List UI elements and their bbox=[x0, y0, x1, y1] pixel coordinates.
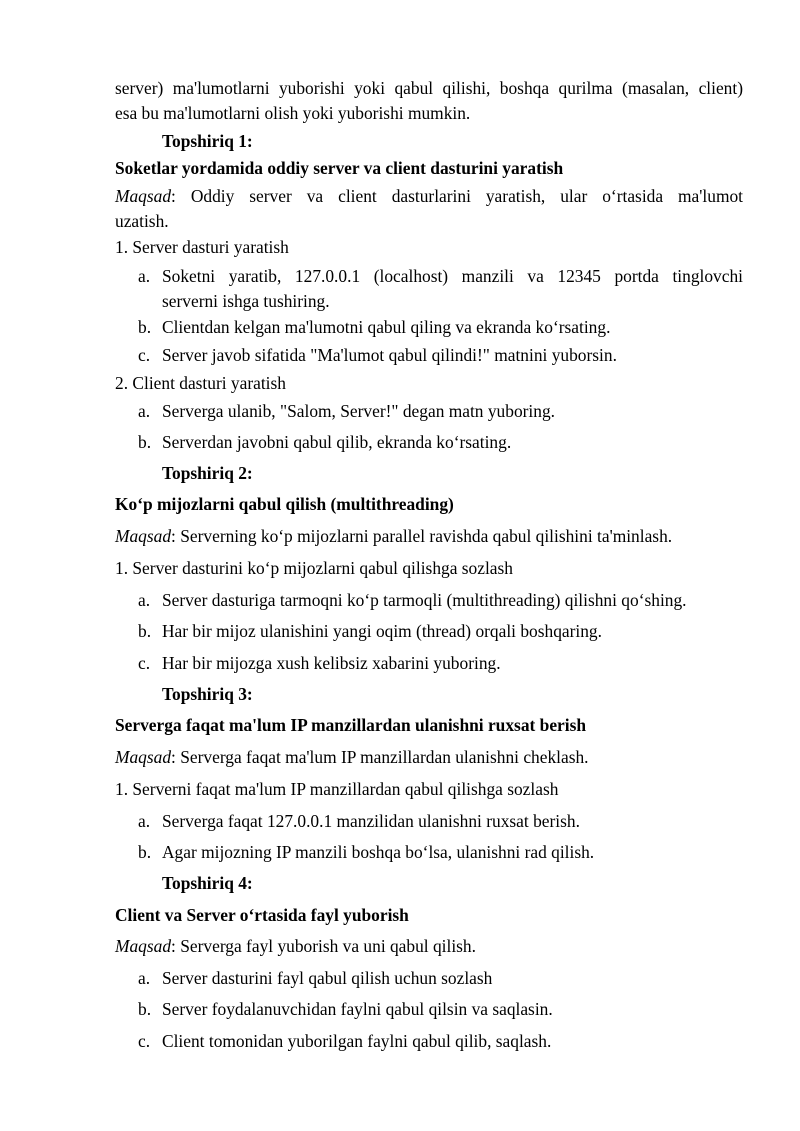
list-marker: b. bbox=[138, 621, 152, 641]
list-item-text: Har bir mijozga xush kelibsiz xabarini yuboring. bbox=[162, 653, 501, 673]
list-marker: b. bbox=[138, 842, 152, 862]
list-item-text: Serverdan javobni qabul qilib, ekranda ko‘rsating. bbox=[162, 432, 512, 452]
task3-label: Topshiriq 3: bbox=[162, 684, 253, 704]
task2-goal bbox=[115, 525, 743, 547]
task1-label: Topshiriq 1: bbox=[162, 131, 253, 151]
list-item-text: Soketni yaratib, 127.0.0.1 (localhost) manzili va 12345 portda tinglovchi bbox=[162, 266, 743, 286]
list-marker: b. bbox=[138, 432, 152, 452]
intro-line-1: server) ma'lumotlarni yuborishi yoki qabul qilishi, boshqa qurilma (masalan, client) bbox=[115, 78, 743, 98]
task4-label: Topshiriq 4: bbox=[162, 873, 253, 893]
task2-section-1: 1. Server dasturini ko‘p mijozlarni qabul qilishga sozlash bbox=[115, 558, 513, 578]
list-item-text: Serverga ulanib, "Salom, Server!" degan matn yuboring. bbox=[162, 401, 555, 421]
intro-line-2: esa bu ma'lumotlarni olish yoki yuborishi mumkin. bbox=[115, 103, 471, 123]
task3-goal-text: : Serverga faqat ma'lum IP manzillardan ulanishni cheklash. bbox=[171, 747, 589, 767]
task4-title: Client va Server o‘rtasida fayl yuborish bbox=[115, 905, 409, 925]
task3-goal-label: Maqsad bbox=[115, 747, 172, 767]
task2-label: Topshiriq 2: bbox=[162, 463, 253, 483]
task4-goal bbox=[115, 935, 743, 957]
list-item-text: Server dasturiga tarmoqni ko‘p tarmoqli (multithreading) qilishni qo‘shing. bbox=[162, 590, 687, 610]
list-marker: c. bbox=[138, 1031, 151, 1051]
task2-goal-label: Maqsad bbox=[115, 526, 172, 546]
task2-title: Ko‘p mijozlarni qabul qilish (multithreading) bbox=[115, 494, 454, 514]
list-item-text: Server dasturini fayl qabul qilish uchun sozlash bbox=[162, 968, 493, 988]
list-marker: a. bbox=[138, 590, 151, 610]
task3-title: Serverga faqat ma'lum IP manzillardan ulanishni ruxsat berish bbox=[115, 715, 587, 735]
task3-goal bbox=[115, 746, 743, 768]
task1-goal-text-1: : Oddiy server va client dasturlarini yaratish, ular o‘rtasida ma'lumot bbox=[171, 186, 743, 206]
list-marker: c. bbox=[138, 653, 151, 673]
task2-goal-text: : Serverning ko‘p mijozlarni parallel ravishda qabul qilishini ta'minlash. bbox=[171, 526, 673, 546]
list-marker: b. bbox=[138, 999, 152, 1019]
task3-section-1: 1. Serverni faqat ma'lum IP manzillardan qabul qilishga sozlash bbox=[115, 779, 559, 799]
task4-goal-label: Maqsad bbox=[115, 936, 172, 956]
list-marker: a. bbox=[138, 401, 151, 421]
task1-goal-label: Maqsad bbox=[115, 186, 172, 206]
list-marker: a. bbox=[138, 811, 151, 831]
task1-goal-line-1 bbox=[115, 185, 743, 207]
list-marker: b. bbox=[138, 317, 152, 337]
list-item-text: Server javob sifatida "Ma'lumot qabul qilindi!" matnini yuborsin. bbox=[162, 345, 617, 365]
list-marker: a. bbox=[138, 968, 151, 988]
list-item-text: Har bir mijoz ulanishini yangi oqim (thread) orqali boshqaring. bbox=[162, 621, 602, 641]
task1-section-1: 1. Server dasturi yaratish bbox=[115, 237, 289, 257]
list-item-text: Client tomonidan yuborilgan faylni qabul qilib, saqlash. bbox=[162, 1031, 552, 1051]
task1-goal-line-2: uzatish. bbox=[115, 211, 169, 231]
list-item-text: Clientdan kelgan ma'lumotni qabul qiling va ekranda ko‘rsating. bbox=[162, 317, 611, 337]
list-item-continuation: serverni ishga tushiring. bbox=[162, 291, 330, 311]
list-item-text: Server foydalanuvchidan faylni qabul qilsin va saqlasin. bbox=[162, 999, 553, 1019]
task4-goal-text: : Serverga fayl yuborish va uni qabul qilish. bbox=[171, 936, 476, 956]
task1-title: Soketlar yordamida oddiy server va client dasturini yaratish bbox=[115, 158, 564, 178]
list-marker: a. bbox=[138, 266, 151, 286]
list-item-text: Agar mijozning IP manzili boshqa bo‘lsa, ulanishni rad qilish. bbox=[162, 842, 595, 862]
task1-section-2: 2. Client dasturi yaratish bbox=[115, 373, 286, 393]
list-marker: c. bbox=[138, 345, 151, 365]
list-item-text: Serverga faqat 127.0.0.1 manzilidan ulanishni ruxsat berish. bbox=[162, 811, 580, 831]
